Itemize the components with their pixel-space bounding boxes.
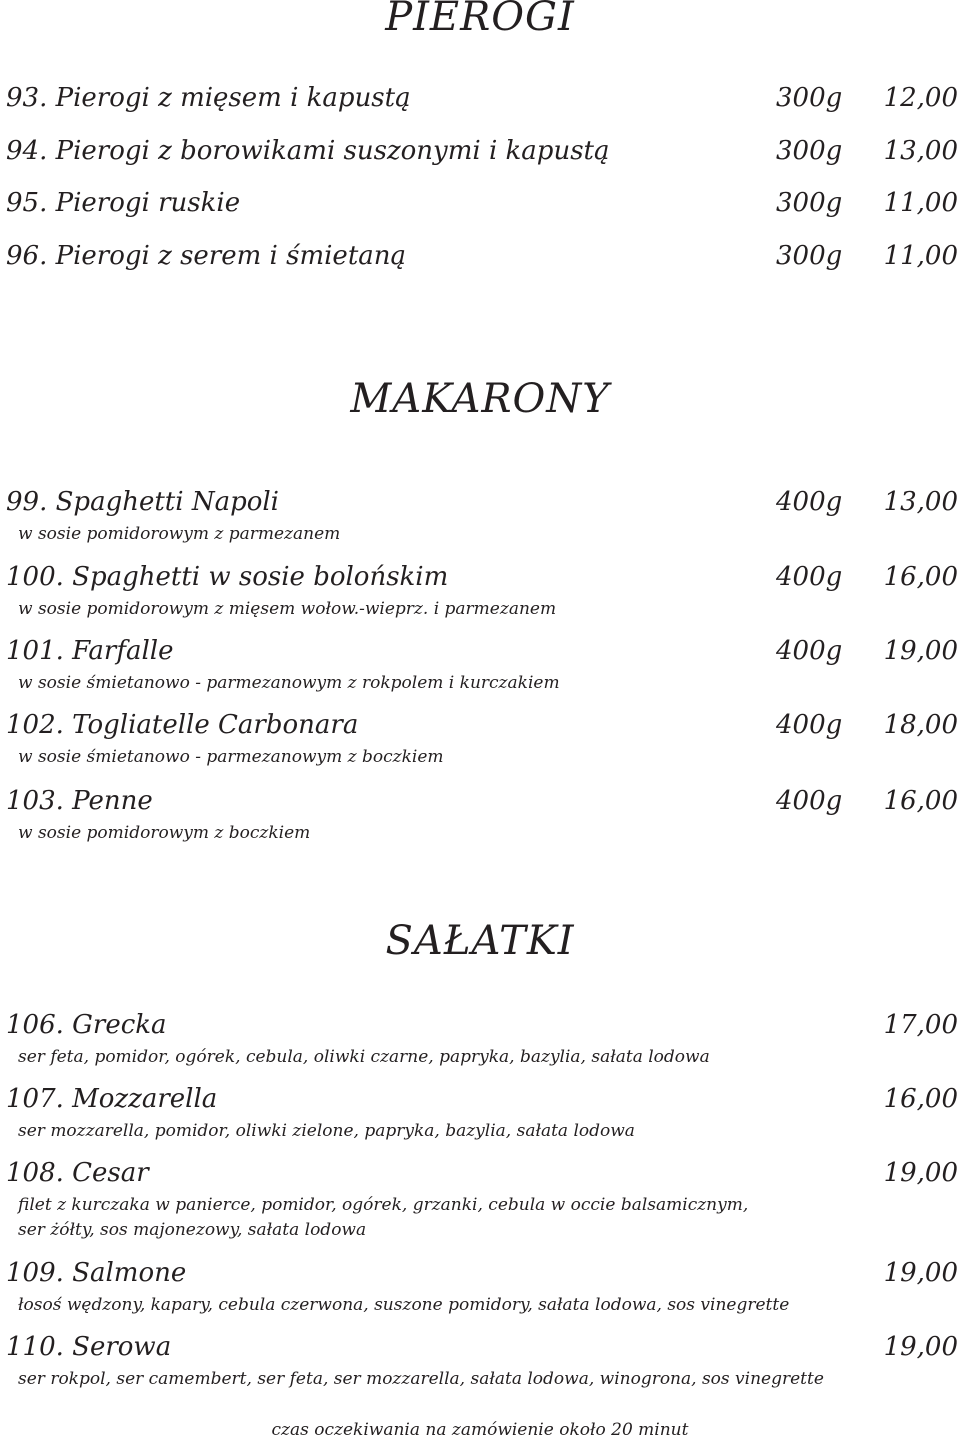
menu-item-110 <box>0 1327 960 1392</box>
item-description: ser rokpol, ser camembert, ser feta, ser mozzarella, sałata lodowa, winogrona, sos vinegrette <box>18 1369 824 1389</box>
item-price: 13,00 <box>883 136 958 166</box>
item-name: 95. Pierogi ruskie <box>6 188 241 218</box>
item-weight: 300g <box>776 241 843 271</box>
item-name: 101. Farfalle <box>6 636 174 666</box>
section-title-salatki: SAŁATKI <box>385 918 575 964</box>
menu-item-109 <box>0 1253 960 1318</box>
item-price: 11,00 <box>883 241 958 271</box>
item-name: 99. Spaghetti Napoli <box>6 487 279 517</box>
menu-item-94 <box>0 131 960 171</box>
item-weight: 400g <box>776 562 843 592</box>
item-price: 19,00 <box>883 1158 958 1188</box>
item-name: 102. Togliatelle Carbonara <box>6 710 359 740</box>
item-description: w sosie śmietanowo - parmezanowym z rokpolem i kurczakiem <box>18 673 560 693</box>
item-weight: 400g <box>776 487 843 517</box>
item-name: 100. Spaghetti w sosie bolońskim <box>6 562 449 592</box>
item-price: 19,00 <box>883 1332 958 1362</box>
waiting-time-note: czas oczekiwania na zamówienie około 20 minut <box>271 1420 689 1440</box>
item-name: 107. Mozzarella <box>6 1084 218 1114</box>
item-description: w sosie pomidorowym z boczkiem <box>18 823 311 843</box>
item-price: 16,00 <box>883 1084 958 1114</box>
item-weight: 300g <box>776 136 843 166</box>
item-description: filet z kurczaka w panierce, pomidor, ogórek, grzanki, cebula w occie balsamicznym, <box>18 1195 749 1215</box>
item-weight: 400g <box>776 710 843 740</box>
item-description: w sosie pomidorowym z parmezanem <box>18 524 341 544</box>
item-weight: 400g <box>776 636 843 666</box>
item-name: 106. Grecka <box>6 1010 167 1040</box>
item-description: łosoś wędzony, kapary, cebula czerwona, suszone pomidory, sałata lodowa, sos vinegrette <box>18 1295 790 1315</box>
section-title-makarony: MAKARONY <box>350 376 610 422</box>
section-title-pierogi: PIEROGI <box>385 0 575 40</box>
item-name: 93. Pierogi z mięsem i kapustą <box>6 83 411 113</box>
item-name: 94. Pierogi z borowikami suszonymi i kapustą <box>6 136 610 166</box>
item-price: 16,00 <box>883 562 958 592</box>
item-price: 12,00 <box>883 83 958 113</box>
menu-item-100 <box>0 557 960 622</box>
item-description: ser feta, pomidor, ogórek, cebula, oliwki czarne, papryka, bazylia, sałata lodowa <box>18 1047 710 1067</box>
item-description: w sosie pomidorowym z mięsem wołow.-wieprz. i parmezanem <box>18 599 557 619</box>
item-price: 17,00 <box>883 1010 958 1040</box>
item-weight: 300g <box>776 83 843 113</box>
item-price: 16,00 <box>883 786 958 816</box>
item-name: 109. Salmone <box>6 1258 187 1288</box>
item-name: 110. Serowa <box>6 1332 172 1362</box>
menu-item-102 <box>0 705 960 770</box>
item-price: 19,00 <box>883 1258 958 1288</box>
item-weight: 400g <box>776 786 843 816</box>
item-description: w sosie śmietanowo - parmezanowym z boczkiem <box>18 747 444 767</box>
item-name: 103. Penne <box>6 786 153 816</box>
item-price: 19,00 <box>883 636 958 666</box>
item-name: 108. Cesar <box>6 1158 149 1188</box>
menu-item-108 <box>0 1153 960 1243</box>
item-name: 96. Pierogi z serem i śmietaną <box>6 241 407 271</box>
menu-item-101 <box>0 631 960 696</box>
menu-item-96 <box>0 236 960 276</box>
item-price: 13,00 <box>883 487 958 517</box>
menu-item-106 <box>0 1005 960 1070</box>
item-price: 18,00 <box>883 710 958 740</box>
menu-item-103 <box>0 781 960 846</box>
item-description-line-2: ser żółty, sos majonezowy, sałata lodowa <box>18 1220 367 1240</box>
menu-item-95 <box>0 183 960 223</box>
menu-item-93 <box>0 78 960 118</box>
item-weight: 300g <box>776 188 843 218</box>
menu-item-99 <box>0 482 960 547</box>
item-price: 11,00 <box>883 188 958 218</box>
item-description: ser mozzarella, pomidor, oliwki zielone, papryka, bazylia, sałata lodowa <box>18 1121 635 1141</box>
menu-item-107 <box>0 1079 960 1144</box>
